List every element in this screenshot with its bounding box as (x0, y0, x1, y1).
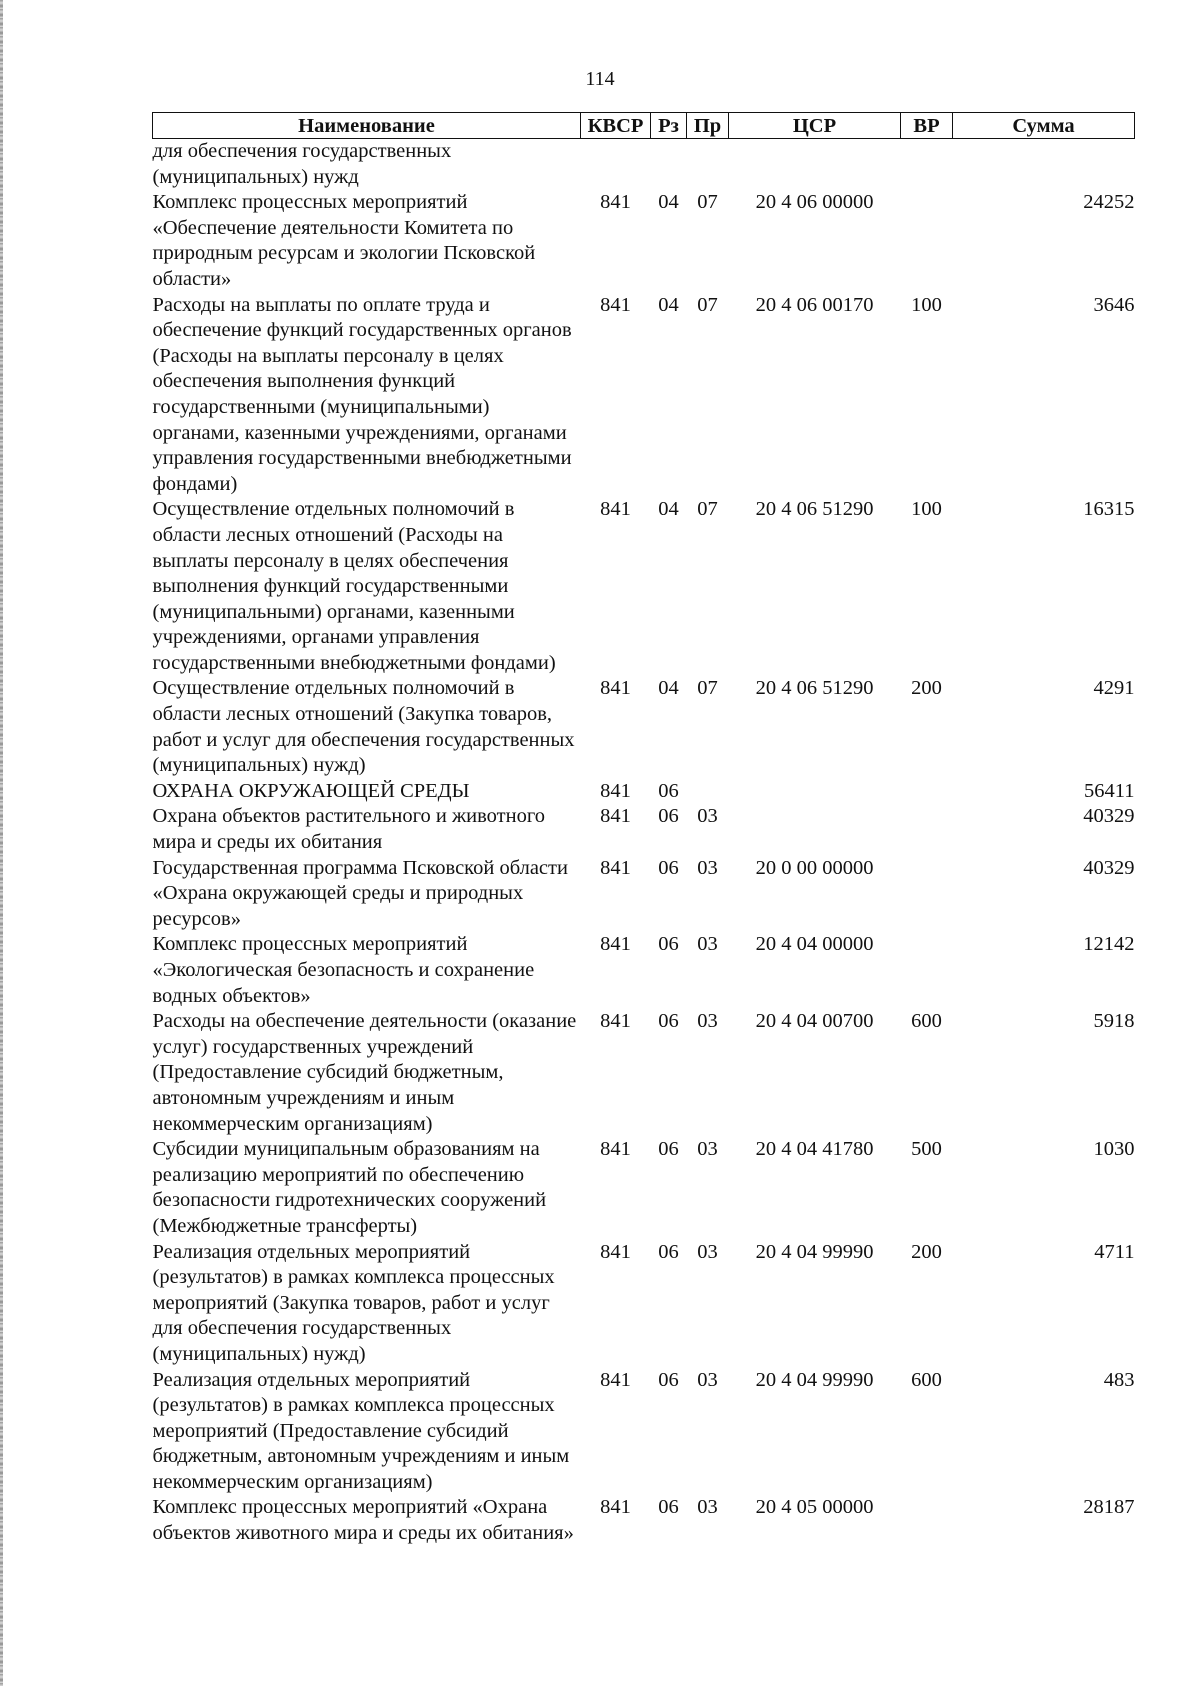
row-sum-cell: 4711 (1094, 1240, 1135, 1263)
row-sum-cell: 4291 (1093, 677, 1135, 700)
row-name-cell: Комплекс процессных мероприятий «Охрана объектов животного мира и среды их обитания» (152, 1496, 574, 1545)
row-sum-cell: 3646 (1093, 293, 1135, 316)
table-row (153, 190, 1135, 292)
row-csr-cell: 20 4 06 00000 (755, 191, 874, 214)
row-pr-cell (687, 139, 729, 191)
row-name-cell: Комплекс процессных мероприятий «Экологическая безопасность и сохранение водных объектов» (152, 933, 535, 1007)
row-rz-cell: 06 (658, 779, 679, 802)
row-vr-cell: 600 (911, 1368, 942, 1391)
row-pr-cell: 03 (697, 1010, 718, 1033)
row-kvsr-cell: 841 (600, 677, 631, 700)
row-kvsr-cell: 841 (600, 191, 631, 214)
row-csr-cell: 20 4 04 00700 (755, 1010, 874, 1033)
row-sum-cell: 28187 (1083, 1496, 1135, 1519)
row-rz-cell: 04 (658, 677, 679, 700)
row-name-cell: Реализация отдельных мероприятий (результатов) в рамках комплекса процессных мероприятий (Закупка товаров, работ и услуг для обеспечения государственных (муниципальных) нужд) (152, 1240, 555, 1365)
table-row (153, 932, 1135, 1009)
row-vr-cell (901, 190, 953, 292)
row-kvsr-cell: 841 (600, 1496, 631, 1519)
table-body (153, 139, 1135, 1547)
row-csr-cell: 20 0 00 00000 (755, 856, 874, 879)
row-csr-cell: 20 4 05 00000 (755, 1496, 874, 1519)
scan-edge-decoration (0, 0, 3, 1686)
header-sum: Сумма (953, 113, 1135, 139)
row-sum-cell: 16315 (1083, 498, 1135, 521)
row-pr-cell: 07 (697, 677, 718, 700)
row-pr-cell: 03 (697, 1496, 718, 1519)
row-rz-cell: 04 (658, 498, 679, 521)
header-name: Наименование (153, 113, 581, 139)
row-csr-cell: 20 4 06 51290 (755, 498, 874, 521)
row-vr-cell (901, 856, 953, 933)
row-kvsr-cell (581, 139, 651, 191)
row-rz-cell: 04 (658, 293, 679, 316)
row-pr-cell: 03 (697, 1368, 718, 1391)
table-row (153, 779, 1135, 805)
row-csr-cell: 20 4 04 99990 (755, 1240, 874, 1263)
table-row (153, 804, 1135, 855)
row-kvsr-cell: 841 (600, 498, 631, 521)
row-pr-cell: 07 (697, 498, 718, 521)
table-row (153, 1137, 1135, 1239)
row-rz-cell: 06 (658, 805, 679, 828)
row-kvsr-cell: 841 (600, 293, 631, 316)
table-row (153, 856, 1135, 933)
row-kvsr-cell: 841 (600, 933, 631, 956)
table-row (153, 139, 1135, 191)
row-name-cell: Субсидии муниципальным образованиям на реализацию мероприятий по обеспечению безопасности гидротехнических сооружений (Межбюджетные трансферты) (152, 1138, 547, 1237)
row-rz-cell: 06 (658, 1240, 679, 1263)
row-kvsr-cell: 841 (600, 805, 631, 828)
row-vr-cell (901, 779, 953, 805)
row-csr-cell: 20 4 04 99990 (755, 1368, 874, 1391)
budget-table (152, 112, 1135, 1547)
page-number: 114 (585, 68, 615, 90)
header-rz: Рз (651, 113, 687, 139)
row-pr-cell: 03 (697, 1138, 718, 1161)
row-sum-cell: 12142 (1083, 933, 1135, 956)
row-name-cell: Расходы на выплаты по оплате труда и обеспечение функций государственных органов (Расходы на выплаты персоналу в целях обеспечения выполнения функций государственными (муниципальными) органами, казенными учреждениями, органами управления государственными внебюджетными фондами) (152, 293, 572, 495)
table-row (153, 1368, 1135, 1496)
row-name-cell: Реализация отдельных мероприятий (результатов) в рамках комплекса процессных мероприятий (Предоставление субсидий бюджетным, автономным учреждениям и иным некоммерческим организациям) (152, 1368, 570, 1493)
row-pr-cell: 07 (697, 191, 718, 214)
header-vr: ВР (901, 113, 953, 139)
row-pr-cell: 03 (697, 1240, 718, 1263)
row-csr-cell (729, 779, 901, 805)
row-csr-cell (729, 804, 901, 855)
row-vr-cell (901, 1495, 953, 1546)
row-vr-cell (901, 139, 953, 191)
row-kvsr-cell: 841 (600, 1240, 631, 1263)
row-rz-cell (651, 139, 687, 191)
row-name-cell: Комплекс процессных мероприятий «Обеспечение деятельности Комитета по природным ресурсам и экологии Псковской области» (152, 191, 536, 290)
row-rz-cell: 06 (658, 1496, 679, 1519)
header-kvsr: КВСР (581, 113, 651, 139)
table-row (153, 293, 1135, 498)
row-name-cell: Осуществление отдельных полномочий в области лесных отношений (Закупка товаров, работ и услуг для обеспечения государственных (муниципальных) нужд) (152, 677, 575, 777)
row-csr-cell: 20 4 06 00170 (755, 293, 874, 316)
row-csr-cell: 20 4 06 51290 (755, 677, 874, 700)
row-name-cell: Осуществление отдельных полномочий в области лесных отношений (Расходы на выплаты персоналу в целях обеспечения выполнения функций государственными (муниципальными) органами, казенными учреждениями, органами управления государственными внебюджетными фондами) (152, 498, 556, 674)
row-name-cell: Государственная программа Псковской области «Охрана окружающей среды и природных ресурсов» (152, 856, 568, 930)
row-pr-cell: 03 (697, 805, 718, 828)
row-vr-cell: 100 (911, 498, 942, 521)
row-name-cell: Охрана объектов растительного и животного мира и среды их обитания (152, 805, 545, 854)
table-header-row (153, 113, 1135, 139)
row-sum-cell: 40329 (1083, 856, 1135, 879)
row-name-cell: ОХРАНА ОКРУЖАЮЩЕЙ СРЕДЫ (152, 779, 470, 802)
row-rz-cell: 04 (658, 191, 679, 214)
row-sum-cell: 24252 (1083, 191, 1135, 214)
header-pr: Пр (687, 113, 729, 139)
row-vr-cell (901, 932, 953, 1009)
row-sum-cell: 1030 (1093, 1138, 1135, 1161)
row-vr-cell: 600 (911, 1010, 942, 1033)
row-rz-cell: 06 (658, 1010, 679, 1033)
row-pr-cell: 07 (697, 293, 718, 316)
row-csr-cell (729, 139, 901, 191)
row-vr-cell: 200 (911, 677, 942, 700)
row-pr-cell: 03 (697, 933, 718, 956)
table-row (153, 497, 1135, 676)
row-pr-cell (687, 779, 729, 805)
row-rz-cell: 06 (658, 1138, 679, 1161)
row-name-cell: для обеспечения государственных (муниципальных) нужд (152, 140, 452, 188)
row-sum-cell: 483 (1103, 1368, 1135, 1391)
row-pr-cell: 03 (697, 856, 718, 879)
table-row (153, 1009, 1135, 1137)
row-rz-cell: 06 (658, 1368, 679, 1391)
row-sum-cell: 40329 (1083, 805, 1135, 828)
row-kvsr-cell: 841 (600, 1010, 631, 1033)
table-row (153, 1240, 1135, 1368)
row-rz-cell: 06 (658, 933, 679, 956)
row-csr-cell: 20 4 04 00000 (755, 933, 874, 956)
table-row (153, 676, 1135, 778)
row-vr-cell: 500 (911, 1138, 942, 1161)
row-sum-cell: 56411 (1084, 779, 1135, 802)
row-name-cell: Расходы на обеспечение деятельности (оказание услуг) государственных учреждений (Предоставление субсидий бюджетным, автономным учреждениям и иным некоммерческим организациям) (152, 1010, 577, 1135)
row-kvsr-cell: 841 (600, 1368, 631, 1391)
row-vr-cell: 100 (911, 293, 942, 316)
row-vr-cell: 200 (911, 1240, 942, 1263)
row-kvsr-cell: 841 (600, 1138, 631, 1161)
row-kvsr-cell: 841 (600, 779, 631, 802)
row-vr-cell (901, 804, 953, 855)
row-rz-cell: 06 (658, 856, 679, 879)
row-kvsr-cell: 841 (600, 856, 631, 879)
row-sum-cell (953, 139, 1135, 191)
header-csr: ЦСР (729, 113, 901, 139)
table-row (153, 1495, 1135, 1546)
row-sum-cell: 5918 (1093, 1010, 1135, 1033)
row-csr-cell: 20 4 04 41780 (755, 1138, 874, 1161)
